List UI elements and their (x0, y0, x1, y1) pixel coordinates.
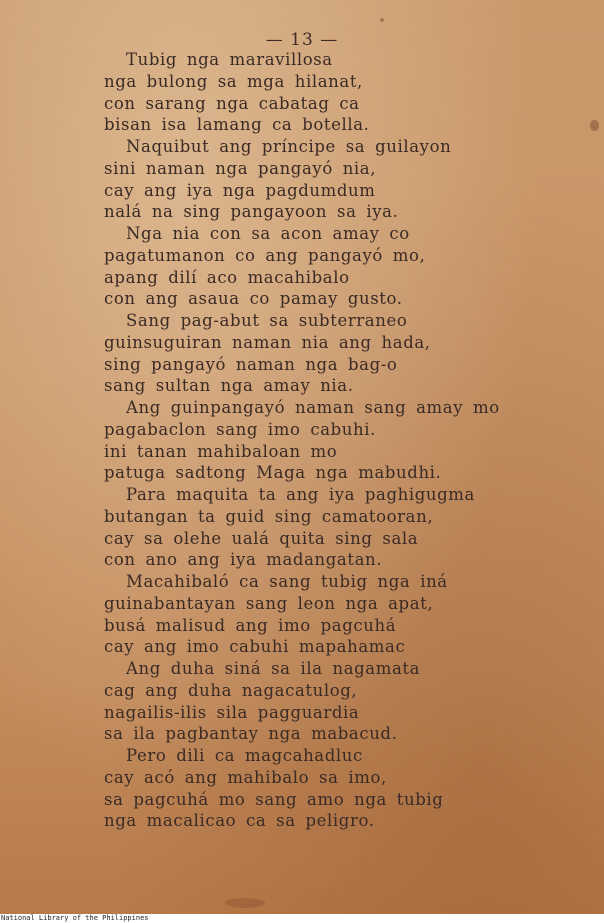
poem-text (104, 49, 574, 832)
text-line: cay ang imo cabuhi mapahamac (104, 637, 406, 657)
text-line: cay ang iya nga pagdumdum (104, 180, 376, 200)
text-line: Pero dili ca magcahadluc (126, 746, 363, 765)
text-line: Para maquita ta ang iya paghigugma (126, 485, 475, 504)
text-line: patuga sadtong Maga nga mabudhi. (104, 463, 442, 483)
text-line: Ang guinpangayó naman sang amay mo (126, 398, 500, 417)
text-line: sang sultan nga amay nia. (104, 376, 354, 396)
text-line: busá malisud ang imo pagcuhá (104, 615, 397, 635)
text-line: guinabantayan sang leon nga apat, (104, 593, 434, 613)
text-line: nagailis-ilis sila pagguardia (104, 702, 360, 722)
text-line: guinsuguiran naman nia ang hada, (104, 332, 431, 352)
text-line: con ano ang iya madangatan. (104, 550, 383, 570)
text-line: Nga nia con sa acon amay co (126, 224, 410, 243)
text-line: nga bulong sa mga hilanat, (104, 71, 363, 91)
text-line: Tubig nga maravillosa (126, 50, 333, 69)
paper-stain (380, 18, 384, 22)
text-line: sa pagcuhá mo sang amo nga tubig (104, 789, 444, 809)
text-line: sing pangayó naman nga bag-o (104, 354, 398, 374)
text-line: sini naman nga pangayó nia, (104, 158, 377, 178)
library-credit: National Library of the Philippines (0, 914, 604, 923)
paper-stain (590, 120, 599, 131)
text-line: nga macalicao ca sa peligro. (104, 811, 375, 831)
text-line: Macahibaló ca sang tubig nga iná (126, 572, 448, 591)
text-line: butangan ta guid sing camatooran, (104, 506, 434, 526)
text-line: cay acó ang mahibalo sa imo, (104, 767, 387, 787)
text-line: con ang asaua co pamay gusto. (104, 289, 403, 309)
text-line: ini tanan mahibaloan mo (104, 441, 338, 461)
text-line: cag ang duha nagacatulog, (104, 680, 358, 700)
paper-stain (225, 898, 265, 908)
text-line: sa ila pagbantay nga mabacud. (104, 724, 398, 744)
page-number: — 13 — (265, 30, 339, 50)
text-line: cay sa olehe ualá quita sing sala (104, 528, 419, 548)
text-line: Naquibut ang príncipe sa guilayon (126, 137, 452, 156)
text-line: bisan isa lamang ca botella. (104, 115, 370, 135)
text-line: Sang pag-abut sa subterraneo (126, 311, 408, 330)
text-line: pagatumanon co ang pangayó mo, (104, 245, 426, 265)
text-line: Ang duha siná sa ila nagamata (126, 659, 421, 678)
text-line: nalá na sing pangayoon sa iya. (104, 202, 399, 222)
text-line: pagabaclon sang imo cabuhi. (104, 419, 376, 439)
text-line: con sarang nga cabatag ca (104, 93, 360, 113)
text-line: apang dilí aco macahibalo (104, 267, 350, 287)
